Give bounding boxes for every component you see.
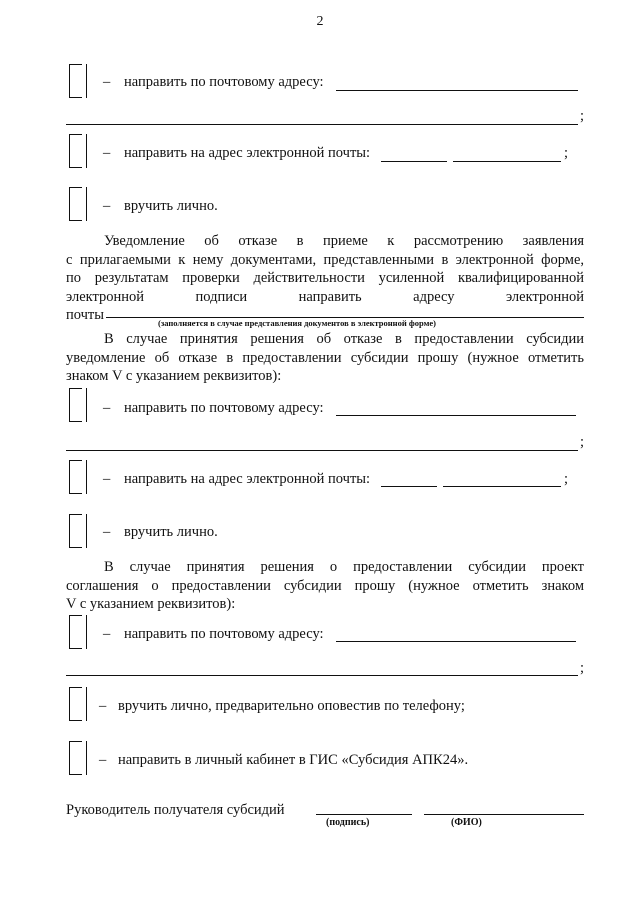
refusal-line-1: В случае принятия решения об отказе в предоставлении субсидии — [104, 331, 584, 347]
option-in-person-label-2: вручить лично. — [124, 524, 218, 540]
agreement-line-3: V с указанием реквизитов): — [66, 596, 236, 612]
notice-note: (заполняется в случае представления документов в электронной форме) — [158, 318, 436, 328]
refusal-line-2: уведомление об отказе в предоставлении субсидии прошу (нужное отметить — [66, 349, 584, 366]
notice-line-3: по результатам проверки действительности усиленной квалифицированной — [66, 270, 584, 286]
name-caption: (ФИО) — [451, 817, 482, 828]
checkbox-in-person-phone[interactable] — [69, 687, 87, 721]
dash: – — [103, 524, 111, 540]
dash: – — [103, 198, 111, 214]
notice-line-4: электронной подписи направить адресу электронной — [66, 288, 584, 305]
dash: – — [99, 698, 107, 714]
semicolon: ; — [580, 434, 585, 450]
semicolon: ; — [580, 108, 585, 124]
email-field-1b[interactable] — [453, 161, 561, 162]
signature-caption: (подпись) — [326, 817, 370, 828]
option-email-label-2: направить на адрес электронной почты: — [124, 471, 371, 487]
semicolon: ; — [564, 145, 569, 161]
checkbox-in-person-1[interactable] — [69, 187, 87, 221]
dash: – — [103, 471, 111, 487]
notice-line-1: Уведомление об отказе в приеме к рассмотрению заявления — [104, 233, 584, 249]
checkbox-in-person-2[interactable] — [69, 514, 87, 548]
notice-line-2: с прилагаемыми к нему документами, представленными в электронной форме, — [66, 251, 584, 268]
option-in-person-phone-label: вручить лично, предварительно оповестив по телефону; — [118, 698, 465, 714]
email-field-2a[interactable] — [381, 486, 437, 487]
option-in-person-label-1: вручить лично. — [124, 198, 218, 214]
email-field-1a[interactable] — [381, 161, 447, 162]
postal-address-field-1[interactable] — [336, 90, 578, 91]
option-postal-label-1: направить по почтовому адресу: — [124, 74, 324, 90]
dash: – — [103, 400, 111, 416]
page-number: 2 — [316, 14, 324, 29]
dash: – — [99, 752, 107, 768]
option-email-label-1: направить на адрес электронной почты: — [124, 145, 371, 161]
agreement-paragraph — [66, 558, 584, 614]
dash: – — [103, 626, 111, 642]
refusal-paragraph — [66, 330, 584, 386]
refusal-line-3: знаком V с указанием реквизитов): — [66, 368, 282, 384]
checkbox-gis-cabinet[interactable] — [69, 741, 87, 775]
agreement-line-1: В случае принятия решения о предоставлении субсидии проект — [104, 559, 584, 575]
notice-paragraph — [66, 232, 584, 325]
semicolon: ; — [564, 471, 569, 487]
semicolon: ; — [580, 660, 585, 676]
dash: – — [103, 74, 111, 90]
agreement-line-2: соглашения о предоставлении субсидии прошу (нужное отметить знаком — [66, 577, 584, 594]
postal-address-field-2[interactable] — [336, 415, 576, 416]
signature-field[interactable] — [316, 814, 412, 815]
notice-line-5: почты — [66, 307, 105, 323]
email-field-2b[interactable] — [443, 486, 561, 487]
postal-address-field-2-continued[interactable] — [66, 450, 578, 451]
dash: – — [103, 145, 111, 161]
checkbox-email-2[interactable] — [69, 460, 87, 494]
option-postal-label-3: направить по почтовому адресу: — [124, 626, 324, 642]
name-field[interactable] — [424, 814, 584, 815]
option-postal-label-2: направить по почтовому адресу: — [124, 400, 324, 416]
checkbox-postal-2[interactable] — [69, 388, 87, 422]
postal-address-field-3-continued[interactable] — [66, 675, 578, 676]
signature-label: Руководитель получателя субсидий — [66, 802, 285, 818]
checkbox-postal-1[interactable] — [69, 64, 87, 98]
postal-address-field-1-continued[interactable] — [66, 124, 578, 125]
checkbox-postal-3[interactable] — [69, 615, 87, 649]
postal-address-field-3[interactable] — [336, 641, 576, 642]
checkbox-email-1[interactable] — [69, 134, 87, 168]
option-gis-cabinet-label: направить в личный кабинет в ГИС «Субсидия АПК24». — [118, 752, 469, 768]
